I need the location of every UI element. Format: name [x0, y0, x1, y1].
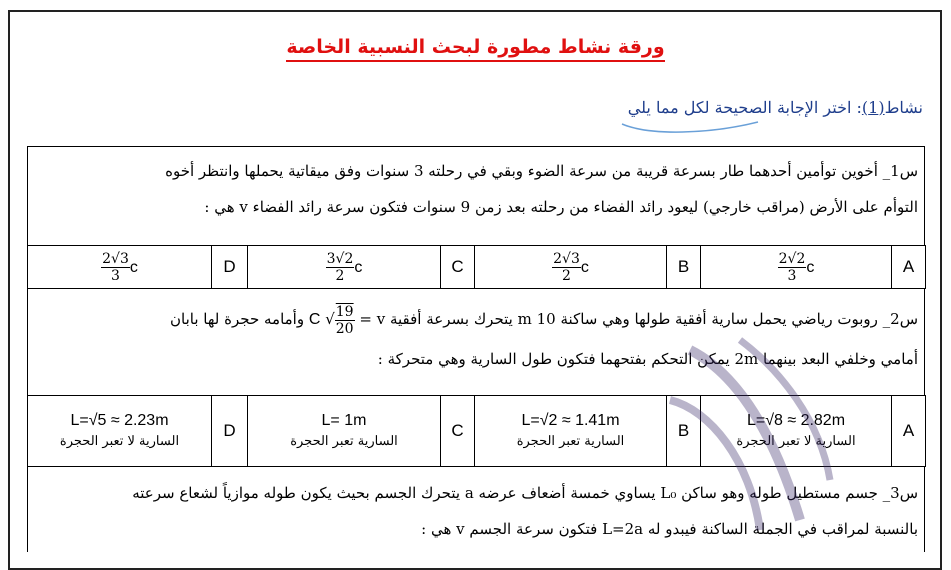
- q1-option-a-letter: A: [892, 246, 926, 289]
- activity-heading: [628, 98, 923, 117]
- question-3-line-1: س3_ جسم مستطيل طوله وهو ساكن L₀ يساوي خمسة أضعاف عرضه a يتحرك الجسم بحيث يكون طوله موازياً لشعاع سرعته: [132, 484, 918, 502]
- page-title: ورقة نشاط مطورة لبحث النسبية الخاصة: [0, 36, 951, 58]
- activity-label: نشاط: [884, 98, 923, 117]
- question-2-line-2: أمامي وخلفي البعد بينهما 2m يمكن التحكم بفتحهما فتكون طول السارية وهي متحركة :: [377, 349, 918, 368]
- q2-frac-num: 19: [335, 303, 354, 320]
- question-3-line-2: بالنسبة لمراقب في الجملة الساكنة فيبدو له L=2a فتكون سرعة الجسم v هي :: [421, 520, 918, 538]
- q2-option-b-letter: B: [667, 396, 701, 467]
- q2-frac-den: 20: [335, 320, 354, 337]
- q2-option-a-letter: A: [892, 396, 926, 467]
- q2-speed-unit: C: [308, 311, 321, 328]
- question-1-options: [27, 245, 926, 289]
- q2-option-c-value[interactable]: L= 1m السارية تعبر الحجرة: [248, 396, 441, 467]
- q2-speed-root: √ $\frac{19}{20}$: [325, 303, 354, 337]
- decorative-swoosh: [620, 116, 760, 138]
- q1-option-a-value[interactable]: $\frac{2√2}{3}$ c: [701, 246, 892, 289]
- activity-instruction: : اختر الإجابة الصحيحة لكل مما يلي: [627, 98, 862, 117]
- q2-text-a: س2_ روبوت رياضي يحمل سارية أفقية طولها وهي ساكنة 10 m يتحرك بسرعة أفقية: [389, 310, 918, 328]
- watermark-seal: [650, 330, 840, 540]
- q2-option-a-value[interactable]: L=√8 ≈ 2.82m السارية لا تعبر الحجرة: [701, 396, 892, 467]
- q2-option-b-value[interactable]: L=√2 ≈ 1.41m السارية تعبر الحجرة: [475, 396, 667, 467]
- question-1-line-2: التوأم على الأرض (مراقب خارجي) ليعود رائد الفضاء من رحلته بعد زمن 9 سنوات فتكون سرعة رائد الفضاء v هي :: [204, 198, 918, 216]
- activity-number: (1): [861, 98, 885, 117]
- q2-option-d-letter: D: [212, 396, 248, 467]
- q1-option-b-letter: B: [667, 246, 701, 289]
- q1-option-d-value[interactable]: $\frac{2√3}{3}$ c: [28, 246, 212, 289]
- q1-option-c-value[interactable]: $\frac{3√2}{2}$ c: [248, 246, 441, 289]
- question-1-line-1: س1_ أخوين توأمين أحدهما طار بسرعة قريبة من سرعة الضوء وبقي في رحلته 3 سنوات وفق ميقاتية يحملها وانتظر أخوه: [165, 162, 918, 180]
- q1-option-b-value[interactable]: $\frac{2√3}{2}$ c: [475, 246, 667, 289]
- q1-option-c-letter: C: [441, 246, 475, 289]
- question-1-box: [27, 146, 925, 246]
- q2-text-c: = v وأمامه حجرة لها بابان: [170, 310, 386, 328]
- q1-option-d-letter: D: [212, 246, 248, 289]
- q2-option-c-letter: C: [441, 396, 475, 467]
- q2-option-d-value[interactable]: L=√5 ≈ 2.23m السارية لا تعبر الحجرة: [28, 396, 212, 467]
